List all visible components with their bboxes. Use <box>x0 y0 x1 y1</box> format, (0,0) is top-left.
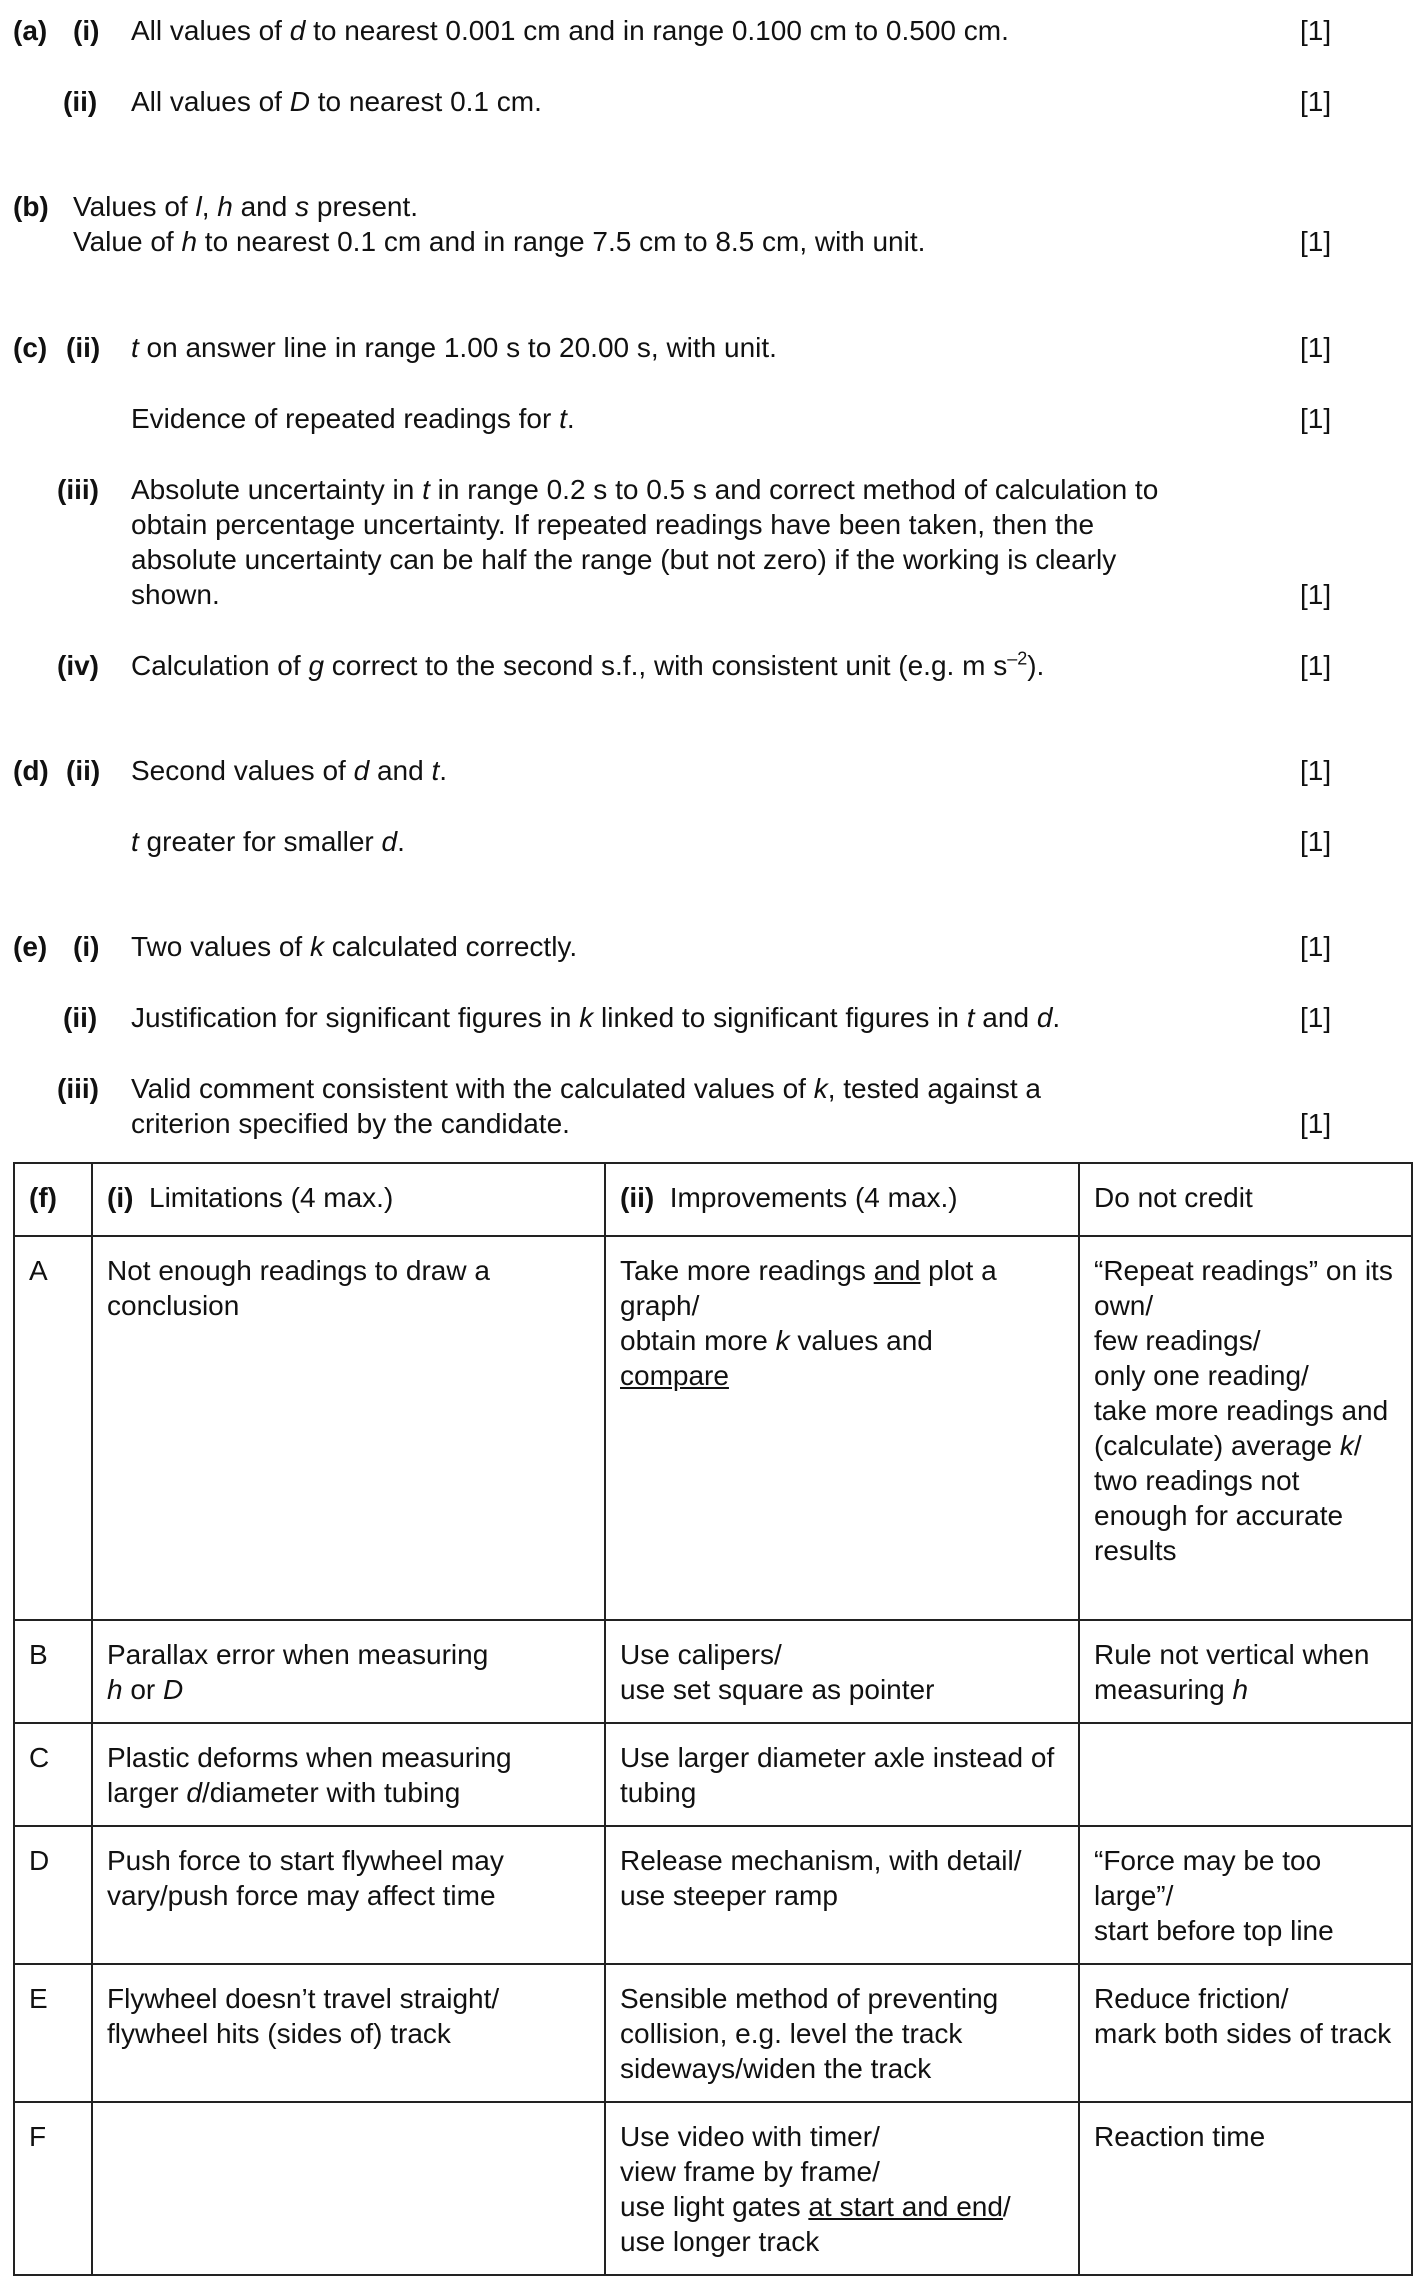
part-e-ii-mark: [1] <box>1300 1002 1332 1033</box>
row-id: E <box>14 1964 92 2102</box>
part-c-iii-line2: obtain percentage uncertainty. If repeated readings have been taken, then the <box>131 509 1095 540</box>
limitation-cell: Plastic deforms when measuring larger d/diameter with tubing <box>92 1723 605 1826</box>
part-c-ii-label: (ii) <box>66 332 101 363</box>
part-e-i-mark: [1] <box>1300 931 1332 962</box>
table-row <box>14 1236 1412 1620</box>
header-part-f: (f) <box>14 1163 92 1236</box>
part-a-label: (a) <box>13 15 48 46</box>
part-a-i-label: (i) <box>73 15 100 46</box>
limitation-cell: Flywheel doesn’t travel straight/ flywheel hits (sides of) track <box>92 1964 605 2102</box>
row-id: A <box>14 1236 92 1620</box>
part-c-iii-mark: [1] <box>1300 579 1332 610</box>
part-e-ii-text: Justification for significant figures in k linked to significant figures in t and d. <box>131 1002 1061 1033</box>
do-not-credit-cell: “Repeat readings” on its own/ few readings/ only one reading/ take more readings and (calculate) average k/ two readings not enough for accurate results <box>1079 1236 1412 1620</box>
improvement-cell: Sensible method of preventing collision, e.g. level the track sideways/widen the track <box>605 1964 1079 2102</box>
limitation-cell: Push force to start flywheel may vary/push force may affect time <box>92 1826 605 1964</box>
part-c-iv-mark: [1] <box>1300 650 1332 681</box>
part-c-iii-line3: absolute uncertainty can be half the range (but not zero) if the working is clearly <box>131 544 1117 575</box>
part-c-ii-b-text: Evidence of repeated readings for t. <box>131 403 575 434</box>
part-c-ii-mark: [1] <box>1300 332 1332 363</box>
table-row <box>14 1620 1412 1723</box>
limitation-cell <box>92 2102 605 2275</box>
part-e-i-text: Two values of k calculated correctly. <box>131 931 578 962</box>
part-e-ii-label: (ii) <box>63 1002 98 1033</box>
part-c-ii-text: t on answer line in range 1.00 s to 20.00 s, with unit. <box>131 332 777 363</box>
part-e-iii-label: (iii) <box>57 1073 99 1104</box>
part-c-iv-label: (iv) <box>57 650 99 681</box>
part-a-ii-text: All values of D to nearest 0.1 cm. <box>131 86 542 117</box>
row-id: B <box>14 1620 92 1723</box>
do-not-credit-cell: Reduce friction/ mark both sides of track <box>1079 1964 1412 2102</box>
part-d-label: (d) <box>13 755 49 786</box>
part-c-ii-b-mark: [1] <box>1300 403 1332 434</box>
part-a-ii-label: (ii) <box>63 86 98 117</box>
part-b-mark: [1] <box>1300 226 1332 257</box>
part-c-iii-label: (iii) <box>57 474 99 505</box>
part-e-i-label: (i) <box>73 931 100 962</box>
row-id: F <box>14 2102 92 2275</box>
part-e-iii-mark: [1] <box>1300 1108 1332 1139</box>
improvement-cell: Release mechanism, with detail/ use steeper ramp <box>605 1826 1079 1964</box>
limitation-cell: Not enough readings to draw a conclusion <box>92 1236 605 1620</box>
improvement-cell: Use video with timer/ view frame by frame/ use light gates at start and end/ use longer track <box>605 2102 1079 2275</box>
part-c-iii-line4: shown. <box>131 579 220 610</box>
part-a-i-mark: [1] <box>1300 15 1332 46</box>
table-row <box>14 1826 1412 1964</box>
header-improvements: (ii) Improvements (4 max.) <box>605 1163 1079 1236</box>
improvement-cell: Take more readings and plot a graph/ obtain more k values and compare <box>605 1236 1079 1620</box>
part-a-ii-mark: [1] <box>1300 86 1332 117</box>
part-e-iii-line2: criterion specified by the candidate. <box>131 1108 570 1139</box>
table-row <box>14 1723 1412 1826</box>
header-do-not-credit: Do not credit <box>1079 1163 1412 1236</box>
part-d-ii-label: (ii) <box>66 755 101 786</box>
part-e-label: (e) <box>13 931 48 962</box>
do-not-credit-cell <box>1079 1723 1412 1826</box>
limitations-table <box>13 1162 1413 2276</box>
do-not-credit-cell: Reaction time <box>1079 2102 1412 2275</box>
part-d-ii-b-mark: [1] <box>1300 826 1332 857</box>
table-row <box>14 2102 1412 2275</box>
part-b-line1: Values of l, h and s present. <box>73 191 419 222</box>
header-limitations: (i) Limitations (4 max.) <box>92 1163 605 1236</box>
part-c-iii-line1: Absolute uncertainty in t in range 0.2 s to 0.5 s and correct method of calculation to <box>131 474 1159 505</box>
part-b-line2: Value of h to nearest 0.1 cm and in range 7.5 cm to 8.5 cm, with unit. <box>73 226 926 257</box>
improvement-cell: Use larger diameter axle instead of tubing <box>605 1723 1079 1826</box>
limitation-cell: Parallax error when measuring h or D <box>92 1620 605 1723</box>
do-not-credit-cell: Rule not vertical when measuring h <box>1079 1620 1412 1723</box>
part-c-iv-text: Calculation of g correct to the second s.f., with consistent unit (e.g. m $s^{-2}$). <box>131 648 1045 681</box>
part-e-iii-line1: Valid comment consistent with the calculated values of k, tested against a <box>131 1073 1041 1104</box>
part-b-label: (b) <box>13 191 49 222</box>
part-a-i-text: All values of d to nearest 0.001 cm and in range 0.100 cm to 0.500 cm. <box>131 15 1009 46</box>
part-d-ii-text: Second values of d and t. <box>131 755 448 786</box>
improvement-cell: Use calipers/ use set square as pointer <box>605 1620 1079 1723</box>
part-d-ii-mark: [1] <box>1300 755 1332 786</box>
row-id: C <box>14 1723 92 1826</box>
part-c-label: (c) <box>13 332 48 363</box>
table-row <box>14 1964 1412 2102</box>
do-not-credit-cell: “Force may be too large”/ start before top line <box>1079 1826 1412 1964</box>
row-id: D <box>14 1826 92 1964</box>
table-header-row <box>14 1163 1412 1236</box>
part-d-ii-b-text: t greater for smaller d. <box>131 826 405 857</box>
